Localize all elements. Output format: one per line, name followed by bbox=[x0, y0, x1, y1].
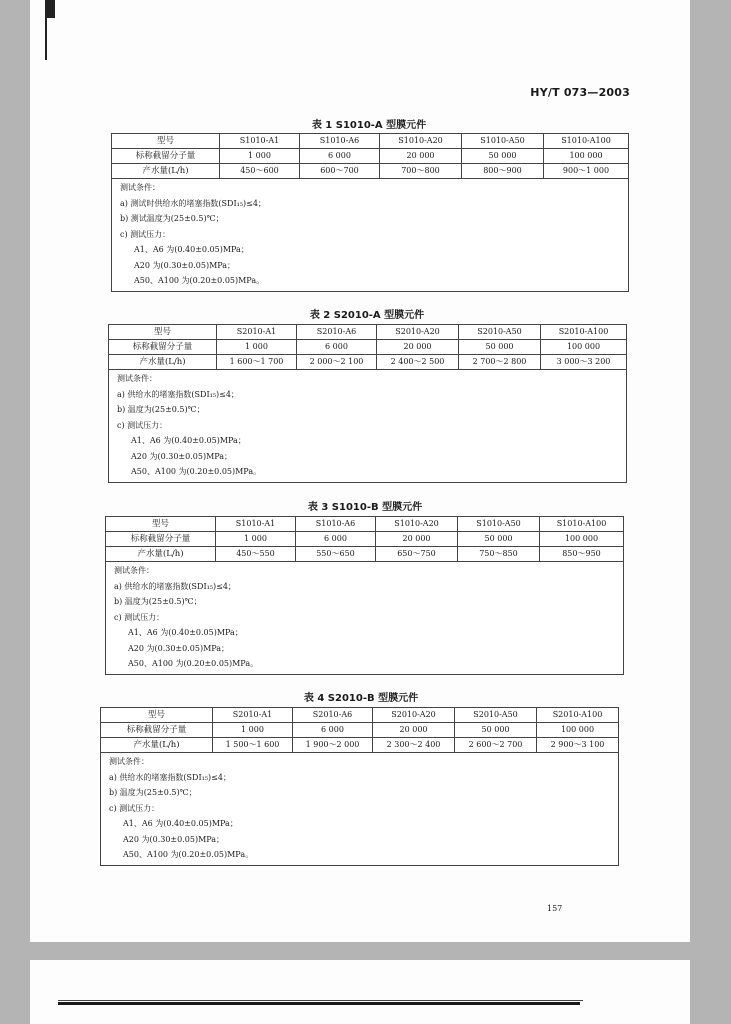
table-cell: 标称截留分子量 bbox=[101, 723, 213, 738]
page-number: 157 bbox=[547, 904, 563, 913]
table-header-cell: S1010-A20 bbox=[380, 134, 462, 149]
standard-code: HY/T 073—2003 bbox=[530, 86, 630, 99]
table-row bbox=[101, 738, 619, 753]
note-line: a) 供给水的堵塞指数(SDI₁₅)≤4； bbox=[109, 772, 231, 782]
table-cell: 1 600～1 700 bbox=[217, 355, 297, 370]
note-line: 测试条件： bbox=[117, 374, 157, 383]
table-cell: 20 000 bbox=[376, 532, 458, 547]
table-1 bbox=[111, 133, 629, 292]
table-2-caption: 表 2 S2010-A 型膜元件 bbox=[309, 310, 425, 321]
table-cell: 750～850 bbox=[458, 547, 540, 562]
table-cell: 550～650 bbox=[296, 547, 376, 562]
table-cell: 850～950 bbox=[540, 547, 624, 562]
table-notes-row bbox=[109, 370, 627, 483]
table-cell: 2 000～2 100 bbox=[297, 355, 377, 370]
table-row bbox=[112, 164, 629, 179]
table-notes-row bbox=[106, 562, 624, 675]
table-row bbox=[101, 708, 619, 723]
table-cell: 1 000 bbox=[220, 149, 300, 164]
table-cell: 50 000 bbox=[455, 723, 537, 738]
table-row bbox=[106, 532, 624, 547]
note-line: A50、A100 为(0.20±0.05)MPa。 bbox=[123, 850, 254, 859]
table-cell: 50 000 bbox=[459, 340, 541, 355]
table-header-cell: S2010-A50 bbox=[455, 708, 537, 723]
table-cell: 50 000 bbox=[462, 149, 544, 164]
table-cell: 产水量(L/h) bbox=[101, 738, 213, 753]
note-line: c) 测试压力： bbox=[120, 229, 171, 239]
table-4 bbox=[100, 707, 619, 866]
table-notes-row bbox=[101, 753, 619, 866]
table-cell: 20 000 bbox=[373, 723, 455, 738]
table-cell: 产水量(L/h) bbox=[106, 547, 216, 562]
table-1-caption: 表 1 S1010-A 型膜元件 bbox=[311, 120, 427, 131]
table-cell: 产水量(L/h) bbox=[112, 164, 220, 179]
note-line: 测试条件： bbox=[109, 757, 149, 766]
test-conditions bbox=[112, 179, 629, 292]
table-header-cell: 型号 bbox=[112, 134, 220, 149]
table-row bbox=[109, 340, 627, 355]
table-cell: 标称截留分子量 bbox=[112, 149, 220, 164]
table-row bbox=[112, 149, 629, 164]
note-line: A20 为(0.30±0.05)MPa； bbox=[134, 260, 236, 270]
table-header-cell: S1010-A6 bbox=[300, 134, 380, 149]
header-rule bbox=[58, 1000, 583, 1001]
note-line: a) 供给水的堵塞指数(SDI₁₅)≤4； bbox=[114, 581, 236, 591]
table-cell: 1 000 bbox=[213, 723, 293, 738]
table-header-cell: S1010-A100 bbox=[540, 517, 624, 532]
table-header-cell: S2010-A20 bbox=[373, 708, 455, 723]
table-header-cell: S1010-A50 bbox=[462, 134, 544, 149]
note-line: 测试条件： bbox=[120, 183, 160, 192]
test-conditions bbox=[101, 753, 619, 866]
note-line: b) 温度为(25±0.5)℃； bbox=[109, 788, 197, 797]
note-line: b) 温度为(25±0.5)℃； bbox=[114, 597, 202, 606]
table-row bbox=[109, 325, 627, 340]
table-header-cell: S1010-A1 bbox=[220, 134, 300, 149]
table-header-cell: S1010-A1 bbox=[216, 517, 296, 532]
table-3 bbox=[105, 516, 624, 675]
table-row bbox=[112, 134, 629, 149]
table-cell: 2 600～2 700 bbox=[455, 738, 537, 753]
table-cell: 450～550 bbox=[216, 547, 296, 562]
table-cell: 6 000 bbox=[293, 723, 373, 738]
table-4-caption: 表 4 S2010-B 型膜元件 bbox=[303, 693, 419, 704]
binding-edge-tab bbox=[47, 0, 55, 18]
table-row bbox=[101, 723, 619, 738]
note-line: A1、A6 为(0.40±0.05)MPa； bbox=[128, 628, 243, 637]
table-cell: 2 400～2 500 bbox=[377, 355, 459, 370]
table-3-caption: 表 3 S1010-B 型膜元件 bbox=[307, 502, 423, 513]
note-line: a) 供给水的堵塞指数(SDI₁₅)≤4； bbox=[117, 389, 239, 399]
table-cell: 6 000 bbox=[297, 340, 377, 355]
table-notes-row bbox=[112, 179, 629, 292]
table-header-cell: S2010-A6 bbox=[293, 708, 373, 723]
note-line: b) 温度为(25±0.5)℃； bbox=[117, 405, 205, 414]
table-cell: 1 500～1 600 bbox=[213, 738, 293, 753]
table-header-cell: S2010-A100 bbox=[541, 325, 627, 340]
table-cell: 100 000 bbox=[540, 532, 624, 547]
table-header-cell: S1010-A20 bbox=[376, 517, 458, 532]
test-conditions bbox=[109, 370, 627, 483]
table-cell: 450～600 bbox=[220, 164, 300, 179]
table-cell: 6 000 bbox=[296, 532, 376, 547]
table-cell: 2 700～2 800 bbox=[459, 355, 541, 370]
table-header-cell: S2010-A1 bbox=[213, 708, 293, 723]
table-cell: 100 000 bbox=[541, 340, 627, 355]
header-rule-thick bbox=[58, 1002, 580, 1005]
table-cell: 100 000 bbox=[544, 149, 629, 164]
table-cell: 700～800 bbox=[380, 164, 462, 179]
note-line: a) 测试时供给水的堵塞指数(SDI₁₅)≤4； bbox=[120, 198, 266, 208]
note-line: A50、A100 为(0.20±0.05)MPa。 bbox=[131, 467, 262, 476]
table-cell: 1 000 bbox=[216, 532, 296, 547]
table-cell: 1 900～2 000 bbox=[293, 738, 373, 753]
table-cell: 650～750 bbox=[376, 547, 458, 562]
table-header-cell: 型号 bbox=[109, 325, 217, 340]
table-cell: 2 900～3 100 bbox=[537, 738, 619, 753]
note-line: A20 为(0.30±0.05)MPa； bbox=[131, 451, 233, 461]
table-cell: 900～1 000 bbox=[544, 164, 629, 179]
note-line: c) 测试压力： bbox=[109, 803, 160, 813]
table-cell: 100 000 bbox=[537, 723, 619, 738]
table-header-cell: S2010-A50 bbox=[459, 325, 541, 340]
note-line: b) 测试温度为(25±0.5)℃； bbox=[120, 214, 224, 223]
table-cell: 产水量(L/h) bbox=[109, 355, 217, 370]
table-cell: 6 000 bbox=[300, 149, 380, 164]
table-header-cell: S1010-A100 bbox=[544, 134, 629, 149]
table-header-cell: 型号 bbox=[106, 517, 216, 532]
table-cell: 标称截留分子量 bbox=[109, 340, 217, 355]
table-header-cell: S2010-A6 bbox=[297, 325, 377, 340]
note-line: A20 为(0.30±0.05)MPa； bbox=[128, 643, 230, 653]
note-line: A20 为(0.30±0.05)MPa； bbox=[123, 834, 225, 844]
table-cell: 600～700 bbox=[300, 164, 380, 179]
table-cell: 1 000 bbox=[217, 340, 297, 355]
test-conditions bbox=[106, 562, 624, 675]
table-2 bbox=[108, 324, 627, 483]
table-cell: 2 300～2 400 bbox=[373, 738, 455, 753]
table-row bbox=[106, 517, 624, 532]
table-cell: 20 000 bbox=[377, 340, 459, 355]
table-header-cell: S1010-A6 bbox=[296, 517, 376, 532]
note-line: A50、A100 为(0.20±0.05)MPa。 bbox=[128, 659, 259, 668]
table-cell: 20 000 bbox=[380, 149, 462, 164]
table-header-cell: S2010-A1 bbox=[217, 325, 297, 340]
table-row bbox=[109, 355, 627, 370]
note-line: A1、A6 为(0.40±0.05)MPa； bbox=[134, 245, 249, 254]
table-cell: 800～900 bbox=[462, 164, 544, 179]
note-line: A1、A6 为(0.40±0.05)MPa； bbox=[131, 436, 246, 445]
table-row bbox=[106, 547, 624, 562]
note-line: 测试条件： bbox=[114, 566, 154, 575]
note-line: c) 测试压力： bbox=[114, 612, 165, 622]
note-line: c) 测试压力： bbox=[117, 420, 168, 430]
note-line: A50、A100 为(0.20±0.05)MPa。 bbox=[134, 276, 265, 285]
note-line: A1、A6 为(0.40±0.05)MPa； bbox=[123, 819, 238, 828]
table-header-cell: 型号 bbox=[101, 708, 213, 723]
table-cell: 50 000 bbox=[458, 532, 540, 547]
next-page bbox=[30, 960, 690, 1024]
table-cell: 3 000～3 200 bbox=[541, 355, 627, 370]
table-cell: 标称截留分子量 bbox=[106, 532, 216, 547]
table-header-cell: S1010-A50 bbox=[458, 517, 540, 532]
table-header-cell: S2010-A20 bbox=[377, 325, 459, 340]
table-header-cell: S2010-A100 bbox=[537, 708, 619, 723]
